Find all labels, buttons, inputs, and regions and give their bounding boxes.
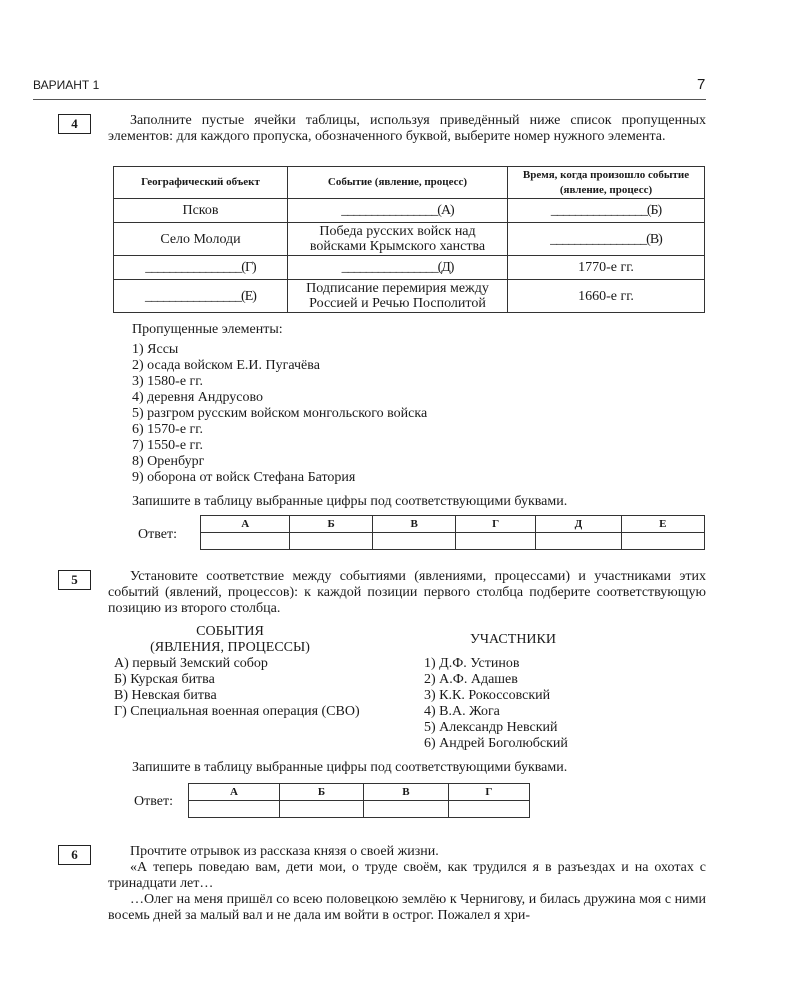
answer-cell[interactable] (448, 801, 529, 818)
col-header: Время, когда произошло событие (явление, процесс) (508, 167, 705, 199)
variant-header: ВАРИАНТ 1 (33, 78, 100, 92)
list-item: 7) 1550-е гг. (132, 438, 203, 453)
answer-cell[interactable] (456, 533, 536, 550)
list-item: В) Невская битва (114, 688, 217, 703)
q4-text: Заполните пустые ячейки таблицы, используя приведённый ниже список пропущенных элементов: для каждого пропуска, обозначенного буквой, выберите номер нужного элемента. (108, 113, 706, 144)
list-item: Г) Специальная военная операция (СВО) (114, 704, 360, 719)
answer-cell[interactable] (364, 801, 449, 818)
q6-quote-2: …Олег на меня пришёл со всею половецкою землёю к Чернигову, и билась дружина моя с ними восемь дней за малый вал и не дала им войти в острог. Пожалел я хри- (108, 892, 706, 923)
list-item: 9) оборона от войск Стефана Батория (132, 470, 356, 485)
answer-letter: Б (279, 784, 363, 801)
page-number: 7 (697, 76, 706, 93)
table-cell: Псков (114, 199, 288, 223)
answer-cell[interactable] (201, 533, 290, 550)
answer-letter: Г (456, 516, 536, 533)
list-item: 6) Андрей Боголюбский (424, 736, 568, 751)
list-item: 2) осада войском Е.И. Пугачёва (132, 358, 320, 373)
answer-label: Ответ: (138, 527, 177, 542)
list-item: 6) 1570-е гг. (132, 422, 203, 437)
table-cell: 1770-е гг. (508, 256, 705, 280)
table-cell: ________________(Б) (508, 199, 705, 223)
q6-text: Прочтите отрывок из рассказа князя о своей жизни. (130, 844, 439, 859)
table-cell: Подписание перемирия между Россией и Речью Посполитой (288, 280, 508, 313)
q6-quote-1: «А теперь поведаю вам, дети мои, о труде своём, как трудился я в разъездах и на охотах с тринадцати лет… (108, 860, 706, 891)
events-list (114, 656, 360, 720)
list-item: 2) А.Ф. Адашев (424, 672, 518, 687)
header-rule (33, 99, 706, 100)
list-item: 5) разгром русским войском монгольского войска (132, 406, 428, 421)
table-cell: Село Молоди (114, 223, 288, 256)
answer-label: Ответ: (134, 794, 173, 809)
q4-instruction: Запишите в таблицу выбранные цифры под соответствующими буквами. (132, 494, 568, 509)
list-item: 4) В.А. Жога (424, 704, 500, 719)
answer-cell[interactable] (290, 533, 373, 550)
missing-title: Пропущенные элементы: (132, 322, 283, 337)
table-cell: ________________(Е) (114, 280, 288, 313)
q5-instruction: Запишите в таблицу выбранные цифры под соответствующими буквами. (132, 760, 568, 775)
q5-answer-table (188, 783, 530, 818)
q4-table (113, 166, 705, 313)
question-number-4: 4 (58, 114, 91, 134)
answer-letter: Е (621, 516, 704, 533)
answer-letter: Г (448, 784, 529, 801)
table-cell: 1660-е гг. (508, 280, 705, 313)
answer-letter: В (372, 516, 455, 533)
table-cell: ________________(В) (508, 223, 705, 256)
answer-cell[interactable] (189, 801, 280, 818)
list-item: Б) Курская битва (114, 672, 215, 687)
events-subtitle: (ЯВЛЕНИЯ, ПРОЦЕССЫ) (150, 640, 310, 655)
q4-missing-list (132, 322, 427, 486)
list-item: 1) Яссы (132, 342, 179, 357)
answer-cell[interactable] (536, 533, 622, 550)
list-item: 3) К.К. Рокоссовский (424, 688, 551, 703)
answer-cell[interactable] (279, 801, 363, 818)
answer-letter: Д (536, 516, 622, 533)
participants-list (424, 656, 568, 752)
list-item: 5) Александр Невский (424, 720, 558, 735)
col-header: Географический объект (114, 167, 288, 199)
table-cell: ________________(А) (288, 199, 508, 223)
answer-letter: В (364, 784, 449, 801)
events-heading (114, 624, 346, 656)
q5-text: Установите соответствие между событиями (явлениями, процессами) и участниками этих событий (явлений, процессов): к каждой позиции первого столбца подберите соответствующую позицию из второго столбца. (108, 569, 706, 616)
list-item: 1) Д.Ф. Устинов (424, 656, 520, 671)
list-item: 3) 1580-е гг. (132, 374, 203, 389)
table-cell: Победа русских войск над войсками Крымского ханства (288, 223, 508, 256)
question-number-6: 6 (58, 845, 91, 865)
table-cell: ________________(Д) (288, 256, 508, 280)
table-cell: ________________(Г) (114, 256, 288, 280)
list-item: 4) деревня Андрусово (132, 390, 264, 405)
col-header: Событие (явление, процесс) (288, 167, 508, 199)
answer-letter: Б (290, 516, 373, 533)
answer-letter: А (189, 784, 280, 801)
q4-answer-table (200, 515, 705, 550)
participants-heading: УЧАСТНИКИ (470, 632, 556, 647)
answer-letter: А (201, 516, 290, 533)
answer-cell[interactable] (621, 533, 704, 550)
question-number-5: 5 (58, 570, 91, 590)
events-title: СОБЫТИЯ (196, 624, 264, 639)
answer-cell[interactable] (372, 533, 455, 550)
list-item: 8) Оренбург (132, 454, 205, 469)
list-item: А) первый Земский собор (114, 656, 268, 671)
